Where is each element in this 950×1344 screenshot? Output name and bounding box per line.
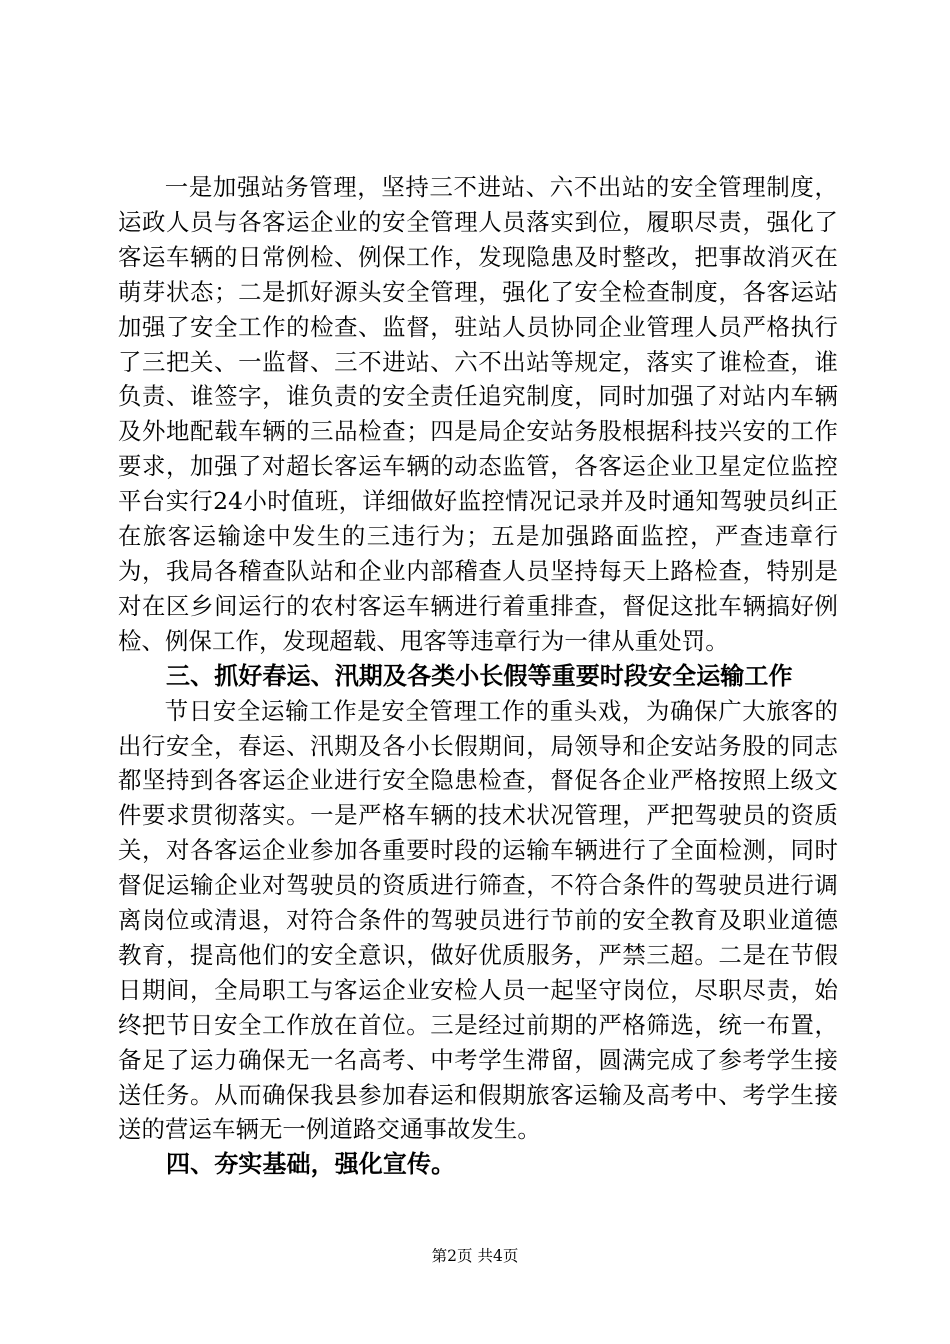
paragraph-safety-management: 一是加强站务管理，坚持三不进站、六不出站的安全管理制度，运政人员与各客运企业的安全管理人员落实到位，履职尽责，强化了客运车辆的日常例检、例保工作，发现隐患及时整改，把事故消灭在萌芽状态；二是抓好源头安全管理，强化了安全检查制度，各客运站加强了安全工作的检查、监督，驻站人员协同企业管理人员严格执行了三把关、一监督、三不进站、六不出站等规定，落实了谁检查，谁负责、谁签字，谁负责的安全责任追究制度，同时加强了对站内车辆及外地配载车辆的三品检查；四是局企安站务股根据科技兴安的工作要求，加强了对超长客运车辆的动态监管，各客运企业卫星定位监控平台实行24小时值班，详细做好监控情况记录并及时通知驾驶员纠正在旅客运输途中发生的三违行为；五是加强路面监控，严查违章行为，我局各稽查队站和企业内部稽查人员坚持每天上路检查，特别是对在区乡间运行的农村客运车辆进行着重排查，督促这批车辆搞好例检、例保工作，发现超载、甩客等违章行为一律从重处罚。: [118, 173, 838, 655]
document-body: [118, 170, 838, 1182]
paragraph-holiday-transport: 节日安全运输工作是安全管理工作的重头戏，为确保广大旅客的出行安全，春运、汛期及各小长假期间，局领导和企安站务股的同志都坚持到各客运企业进行安全隐患检查，督促各企业严格按照上级文件要求贯彻落实。一是严格车辆的技术状况管理，严把驾驶员的资质关，对各客运企业参加各重要时段的运输车辆进行了全面检测，同时督促运输企业对驾驶员的资质进行筛查，不符合条件的驾驶员进行调离岗位或清退，对符合条件的驾驶员进行节前的安全教育及职业道德教育，提高他们的安全意识，做好优质服务，严禁三超。二是在节假日期间，全局职工与客运企业安检人员一起坚守岗位，尽职尽责，始终把节日安全工作放在首位。三是经过前期的严格筛选，统一布置，备足了运力确保无一名高考、中考学生滞留，圆满完成了参考学生接送任务。从而确保我县参加春运和假期旅客运输及高考中、考学生接送的营运车辆无一例道路交通事故发生。: [118, 696, 838, 1144]
section-heading-4: 四、夯实基础，强化宣传。: [166, 1149, 456, 1179]
section-heading-3: 三、抓好春运、汛期及各类小长假等重要时段安全运输工作: [166, 660, 793, 690]
page-number-footer: 第2页 共4页: [431, 1247, 519, 1265]
